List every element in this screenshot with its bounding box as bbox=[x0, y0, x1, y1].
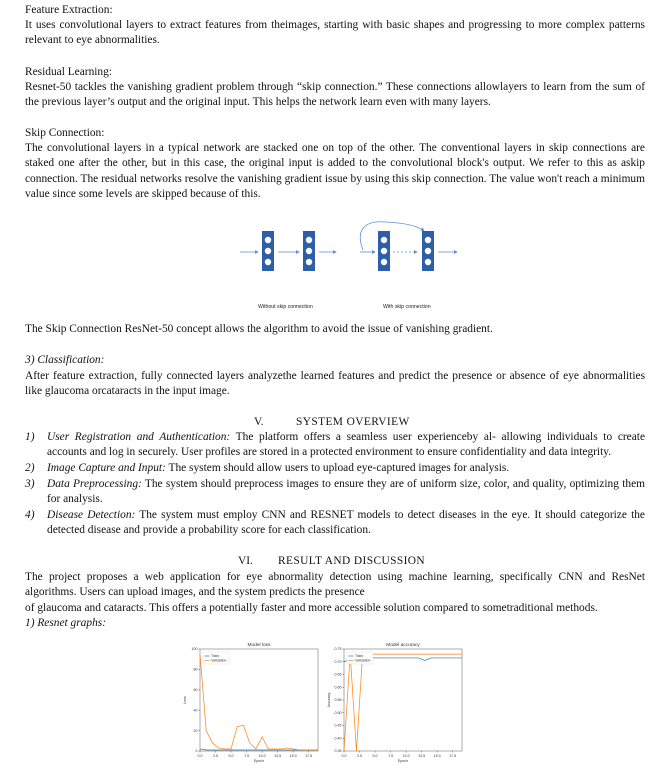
y-tick-label: 0.70 bbox=[334, 659, 342, 664]
skip-connection-figure bbox=[236, 218, 466, 312]
model-accuracy-chart bbox=[320, 638, 470, 770]
section-number: V. bbox=[254, 416, 264, 428]
x-tick-label: 0.0 bbox=[341, 754, 347, 758]
y-tick-label: 0.45 bbox=[334, 723, 342, 728]
x-tick-label: 15.0 bbox=[433, 754, 441, 758]
resnet-graphs-heading: 1) Resnet graphs: bbox=[25, 617, 106, 629]
y-tick-label: 0.75 bbox=[334, 647, 342, 652]
x-axis-label: Epoch bbox=[397, 759, 409, 763]
skip-connection-diagram bbox=[236, 218, 466, 312]
y-tick-label: 0.40 bbox=[334, 736, 342, 741]
legend-label: Train bbox=[211, 654, 220, 659]
legend-label: Validation bbox=[355, 658, 371, 663]
list-item bbox=[25, 430, 645, 461]
x-tick-label: 10.0 bbox=[402, 754, 410, 758]
list-item-text: The platform offers a seamless user experienceby al- allowing individuals to create accounts and log in securely. User profiles are stored in a protected environment to ensure confidentiality and data integrity. bbox=[47, 431, 646, 459]
y-tick-label: 60 bbox=[193, 688, 198, 692]
list-item-text: The system should preprocess images to ensure they are of uniform size, color, and quality, optimizing them for analysis. bbox=[47, 478, 645, 506]
x-tick-label: 10.0 bbox=[258, 754, 266, 758]
x-tick-label: 17.5 bbox=[305, 754, 313, 758]
x-tick-label: 12.5 bbox=[274, 754, 282, 758]
x-tick-label: 0.0 bbox=[197, 754, 203, 758]
legend-label: Validation bbox=[211, 658, 227, 663]
list-item-title: User Registration and Authentication: bbox=[47, 431, 231, 443]
plot-frame bbox=[200, 649, 318, 751]
chart-title: Model loss bbox=[247, 643, 271, 648]
model-loss-chart bbox=[176, 638, 326, 770]
list-item-number: 1) bbox=[25, 431, 35, 443]
y-tick-label: 100 bbox=[191, 647, 198, 652]
x-tick-label: 12.5 bbox=[418, 754, 426, 758]
y-tick-label: 0.60 bbox=[334, 685, 342, 690]
list-item-text: The system should allow users to upload eye-captured images for analysis. bbox=[165, 462, 510, 474]
feature-extraction-heading: Feature Extraction: bbox=[25, 4, 113, 16]
list-item-number: 4) bbox=[25, 509, 35, 521]
list-item-number: 2) bbox=[25, 462, 35, 474]
list-item-title: Data Preprocessing: bbox=[47, 478, 142, 490]
x-axis-label: Epoch bbox=[253, 759, 265, 763]
list-item-title: Disease Detection: bbox=[47, 509, 136, 521]
y-tick-label: 80 bbox=[193, 667, 198, 672]
diagram-caption-left: Without skip connection bbox=[258, 304, 313, 310]
y-tick-label: 20 bbox=[193, 728, 198, 733]
x-tick-label: 5.0 bbox=[372, 754, 378, 758]
x-tick-label: 17.5 bbox=[449, 754, 457, 758]
x-tick-label: 7.5 bbox=[244, 754, 250, 758]
y-tick-label: 0.65 bbox=[334, 672, 342, 677]
section-number: VI. bbox=[238, 555, 253, 567]
x-tick-label: 7.5 bbox=[388, 754, 394, 758]
list-item bbox=[25, 461, 645, 476]
y-tick-label: 0.35 bbox=[334, 749, 342, 754]
y-tick-label: 40 bbox=[193, 708, 198, 713]
x-tick-label: 15.0 bbox=[289, 754, 297, 758]
chart-title: Model accuracy bbox=[386, 643, 420, 648]
residual-learning-heading: Residual Learning: bbox=[25, 66, 112, 78]
list-item bbox=[25, 508, 645, 539]
x-tick-label: 2.5 bbox=[213, 754, 219, 758]
skip-connection-text: The convolutional layers in a typical network are stacked one on top of the other. The conventional layers in skip connections are staked one after the other, but in this case, the original input is added to the convolutional block's output. We refer to this as askip connection. The residual networks resolve the vanishing gradient issue by using this skip connection. The value won't reach a minimum value since some levels are skipped because of this. bbox=[25, 142, 645, 201]
result-text-continued: of glaucoma and cataracts. This offers a potentially faster and more accessible solution compared to sometraditional methods. bbox=[25, 602, 598, 614]
y-axis-label: Accuracy bbox=[327, 692, 331, 708]
y-tick-label: 0.55 bbox=[334, 698, 342, 703]
result-text: The project proposes a web application for eye abnormality detection using machine learning, specifically CNN and ResNet algorithms. Users can upload images, and the system predicts the presence bbox=[25, 571, 645, 599]
skip-summary: The Skip Connection ResNet-50 concept allows the algorithm to avoid the issue of vanishing gradient. bbox=[25, 323, 493, 335]
list-item-title: Image Capture and Input: bbox=[47, 462, 166, 474]
y-tick-label: 0.50 bbox=[334, 710, 342, 715]
list-item-number: 3) bbox=[25, 478, 35, 490]
y-tick-label: 0 bbox=[195, 749, 198, 754]
legend-label: Train bbox=[355, 654, 364, 659]
x-tick-label: 5.0 bbox=[228, 754, 234, 758]
section-title: RESULT AND DISCUSSION bbox=[278, 555, 426, 567]
y-axis-label: Loss bbox=[183, 696, 187, 704]
residual-learning-text: Resnet-50 tackles the vanishing gradient problem through “skip connection.” These connections allowlayers to learn from the sum of the previous layer’s output and the original input. This helps the network learn even with many layers. bbox=[25, 81, 645, 109]
classification-text: After feature extraction, fully connected layers analyzethe learned features and predict the presence or absence of eye abnormalities like glaucoma orcataracts in the input image. bbox=[25, 370, 645, 398]
section-title: SYSTEM OVERVIEW bbox=[296, 416, 410, 428]
x-tick-label: 2.5 bbox=[357, 754, 363, 758]
list-item-text: The system must employ CNN and RESNET models to detect diseases in the eye. It should categorize the detected disease and provide a probability score for each classification. bbox=[47, 509, 645, 537]
list-item bbox=[25, 477, 645, 508]
diagram-caption-right: With skip connection bbox=[383, 304, 431, 310]
skip-connection-heading: Skip Connection: bbox=[25, 127, 105, 139]
feature-extraction-text: It uses convolutional layers to extract features from theimages, starting with basic shapes and progressing to more complex patterns relevant to eye abnormalities. bbox=[25, 19, 645, 47]
classification-heading: 3) Classification: bbox=[25, 354, 105, 366]
